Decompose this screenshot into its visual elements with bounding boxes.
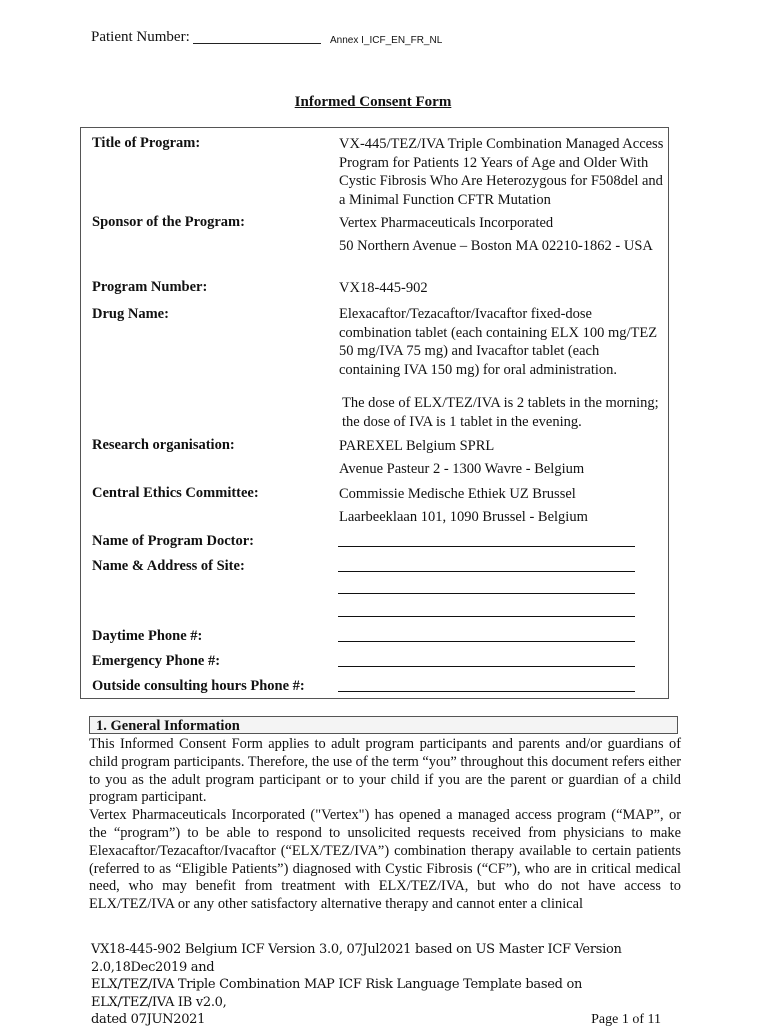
site-field-line-1[interactable] [338, 557, 635, 572]
annex-code: Annex I_ICF_EN_FR_NL [330, 35, 443, 46]
outside-hours-phone-field[interactable] [338, 677, 635, 692]
research-org-label: Research organisation: [92, 437, 235, 453]
program-info-table [80, 127, 669, 699]
emergency-phone-label: Emergency Phone #: [92, 653, 221, 669]
program-doctor-label: Name of Program Doctor: [92, 533, 254, 549]
page-number: Page 1 of 11 [591, 1012, 661, 1027]
site-field-line-3[interactable] [338, 602, 635, 617]
research-org-address: Avenue Pasteur 2 - 1300 Wavre - Belgium [339, 461, 585, 477]
patient-number-label: Patient Number: [91, 29, 190, 45]
paragraph: Vertex Pharmaceuticals Incorporated ("Vertex") has opened a managed access program (“MAP”, or the “program”) to be able to respond to unsolicited requests received from physicians to make Elexacaftor/Tezacaftor/Ivacaftor (“ELX/TEZ/IVA”) combination therapy available to certain patients (referred to as “Eligible Patients”) diagnosed with Cystic Fibrosis (“CF”), who are in critical medical need, who may benefit from treatment with ELX/TEZ/IVA, but who do not have access to ELX/TEZ/IVA or any other satisfactory alternative therapy and cannot enter a clinical [89, 807, 681, 913]
sponsor-address: 50 Northern Avenue – Boston MA 02210-1862 - USA [339, 238, 653, 254]
site-label: Name & Address of Site: [92, 558, 245, 574]
patient-number-field[interactable] [193, 43, 321, 44]
daytime-phone-field[interactable] [338, 627, 635, 642]
footer-date-line: dated 07JUN2021 [91, 1012, 206, 1027]
emergency-phone-field[interactable] [338, 652, 635, 667]
drug-name-label: Drug Name: [92, 306, 169, 322]
site-field-line-2[interactable] [338, 579, 635, 594]
title-of-program-value: VX-445/TEZ/IVA Triple Combination Managed Access Program for Patients 12 Years of Age and Older With Cystic Fibrosis Who Are Heterozygous for F508del and a Minimal Function CFTR Mutation [339, 136, 664, 208]
drug-name-value: Elexacaftor/Tezacaftor/Ivacaftor fixed-dose combination tablet (each containing ELX 100 mg/TEZ 50 mg/IVA 75 mg) and Ivacaftor tablet (each containing IVA 150 mg) for oral administration. [339, 306, 658, 378]
sponsor-name: Vertex Pharmaceuticals Incorporated [339, 215, 554, 231]
footer-version-line: VX18-445-902 Belgium ICF Version 3.0, 07Jul2021 based on US Master ICF Version 2.0,18Dec2019 and [91, 942, 622, 975]
ethics-committee-label: Central Ethics Committee: [92, 485, 259, 501]
program-number-label: Program Number: [92, 279, 208, 295]
paragraph: This Informed Consent Form applies to adult program participants and parents and/or guardians of child program participants. Therefore, the use of the term “you” throughout this document refers either to you as the adult program participant or to your child if you are the parent or guardian of a child program participant. [89, 736, 681, 806]
document-title: Informed Consent Form [294, 94, 452, 110]
footer-template-line: ELX/TEZ/IVA Triple Combination MAP ICF Risk Language Template based on ELX/TEZ/IVA IB v2.0, [91, 977, 583, 1010]
program-doctor-field[interactable] [338, 532, 635, 547]
dose-value: The dose of ELX/TEZ/IVA is 2 tablets in the morning; the dose of IVA is 1 tablet in the evening. [342, 395, 659, 430]
section-heading-general-information: 1. General Information [89, 716, 678, 734]
section-body [89, 736, 681, 914]
ethics-committee-name: Commissie Medische Ethiek UZ Brussel [339, 486, 576, 502]
outside-hours-phone-label: Outside consulting hours Phone #: [92, 678, 305, 694]
program-number-value: VX18-445-902 [339, 280, 428, 296]
ethics-committee-address: Laarbeeklaan 101, 1090 Brussel - Belgium [339, 509, 588, 525]
sponsor-label: Sponsor of the Program: [92, 214, 245, 230]
title-of-program-label: Title of Program: [92, 135, 201, 151]
research-org-name: PAREXEL Belgium SPRL [339, 438, 495, 454]
page-footer [91, 941, 661, 1029]
daytime-phone-label: Daytime Phone #: [92, 628, 203, 644]
